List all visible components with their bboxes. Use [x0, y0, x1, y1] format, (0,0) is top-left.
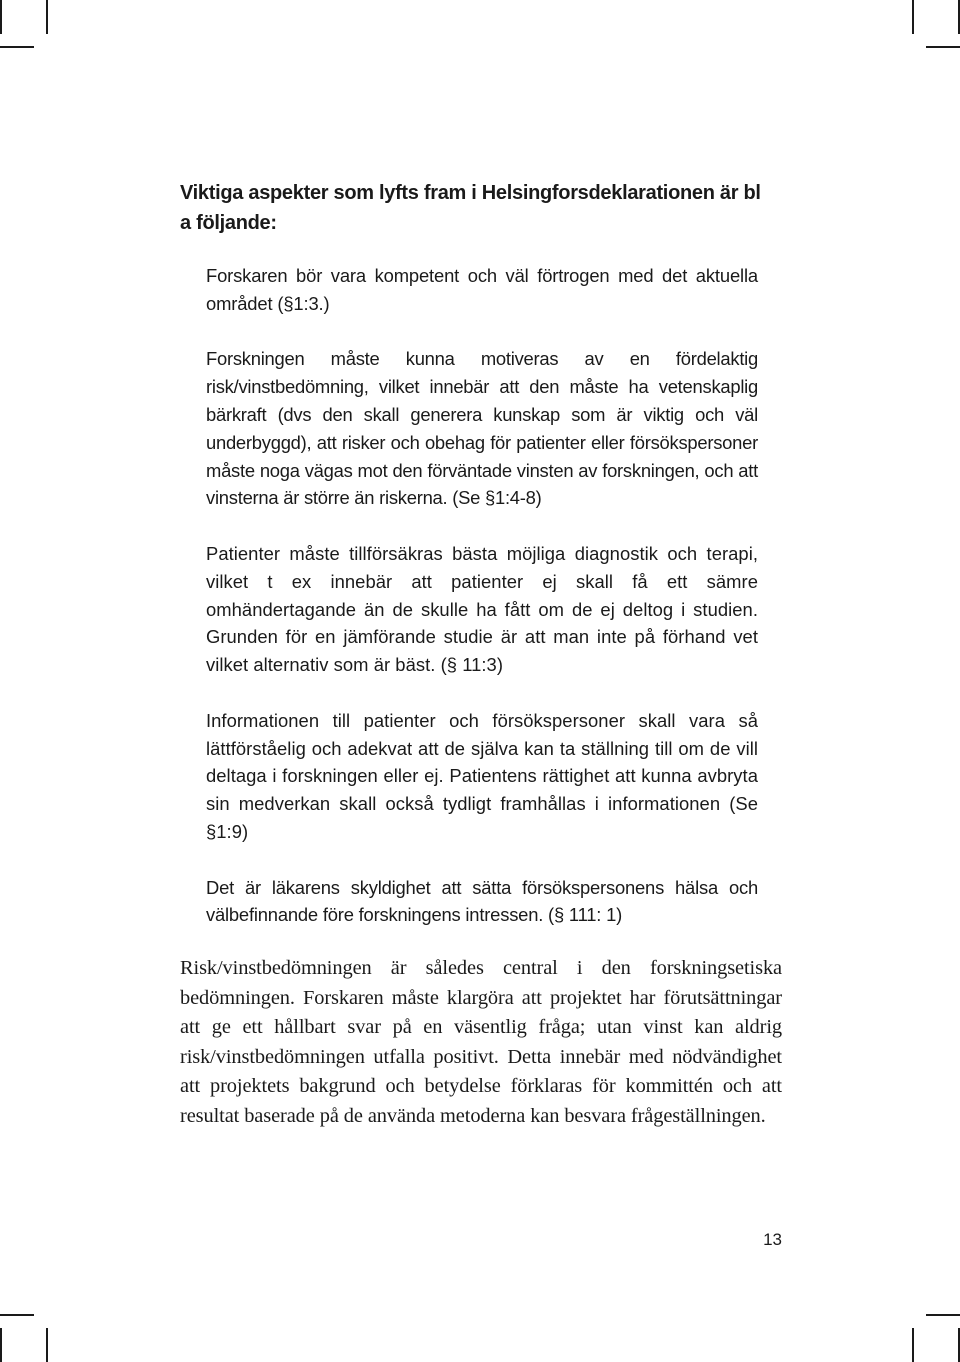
page-number: 13	[763, 1230, 782, 1249]
crop-mark-bottom-right-horizontal	[926, 1314, 960, 1316]
key-point-risk-benefit: Forskningen måste kunna motiveras av en fördelaktig risk/vinstbedömning, vilket innebär att den måste ha vetenskaplig bärkraft (dvs den skall generera kunskap som är viktig och väl underbyggd), att risker och obehag för patienter eller försökspersoner måste noga vägas mot den förväntade vinsten av forskningen, och att vinsterna är större än riskerna. (Se §1:4-8)	[206, 348, 758, 509]
key-point-competence: Forskaren bör vara kompetent och väl förtrogen med det aktuella området (§1:3.)	[206, 265, 758, 314]
body-paragraph: Risk/vinstbedömningen är således central i den forskningsetiska bedömningen. Forskaren måste klargöra att projektet har förutsättningar att ge ett hållbart svar på en väsentlig fråga; utan vinst kan aldrig risk/vinstbedömningen utfalla positivt. Detta innebär med nödvändighet att projektets bakgrund och betydelse förklaras för kommittén och att resultat baserade på de använda metoderna kan besvara frågeställningen.	[180, 957, 782, 1127]
key-point-physician-duty: Det är läkarens skyldighet att sätta försökspersonens hälsa och välbefinnande före forskningens intressen. (§ 111: 1)	[206, 876, 758, 926]
crop-mark-bottom-left-vertical-inner	[46, 1328, 48, 1362]
key-points-list	[206, 262, 758, 957]
section-heading: Viktiga aspekter som lyfts fram i Helsingforsdeklarationen är bl a följande:	[180, 182, 761, 234]
crop-mark-top-left-vertical	[0, 0, 2, 34]
crop-mark-bottom-left-vertical	[0, 1328, 2, 1362]
crop-mark-bottom-right-vertical-inner	[912, 1328, 914, 1362]
key-point-information: Informationen till patienter och försökspersoner skall vara så lättförståelig och adekvat att de själva kan ta ställning till om de vill deltaga i forskningen eller ej. Patientens rättighet att kunna avbryta sin medverkan skall också tydligt framhållas i informationen (Se §1:9)	[206, 709, 758, 842]
crop-mark-bottom-left-horizontal	[0, 1314, 34, 1316]
crop-mark-top-right-vertical-inner	[912, 0, 914, 34]
crop-mark-top-left-horizontal	[0, 46, 34, 48]
key-point-patient-care: Patienter måste tillförsäkras bästa möjliga diagnostik och terapi, vilket t ex innebär att patienter ej skall få ett sämre omhändertagande än de skulle ha fått om de ej deltog i studien. Grunden för en jämförande studie är att man inte på förhand vet vilket alternativ som är bäst. (§ 11:3)	[206, 542, 758, 676]
crop-mark-top-right-horizontal	[926, 46, 960, 48]
crop-mark-top-left-vertical-inner	[46, 0, 48, 34]
